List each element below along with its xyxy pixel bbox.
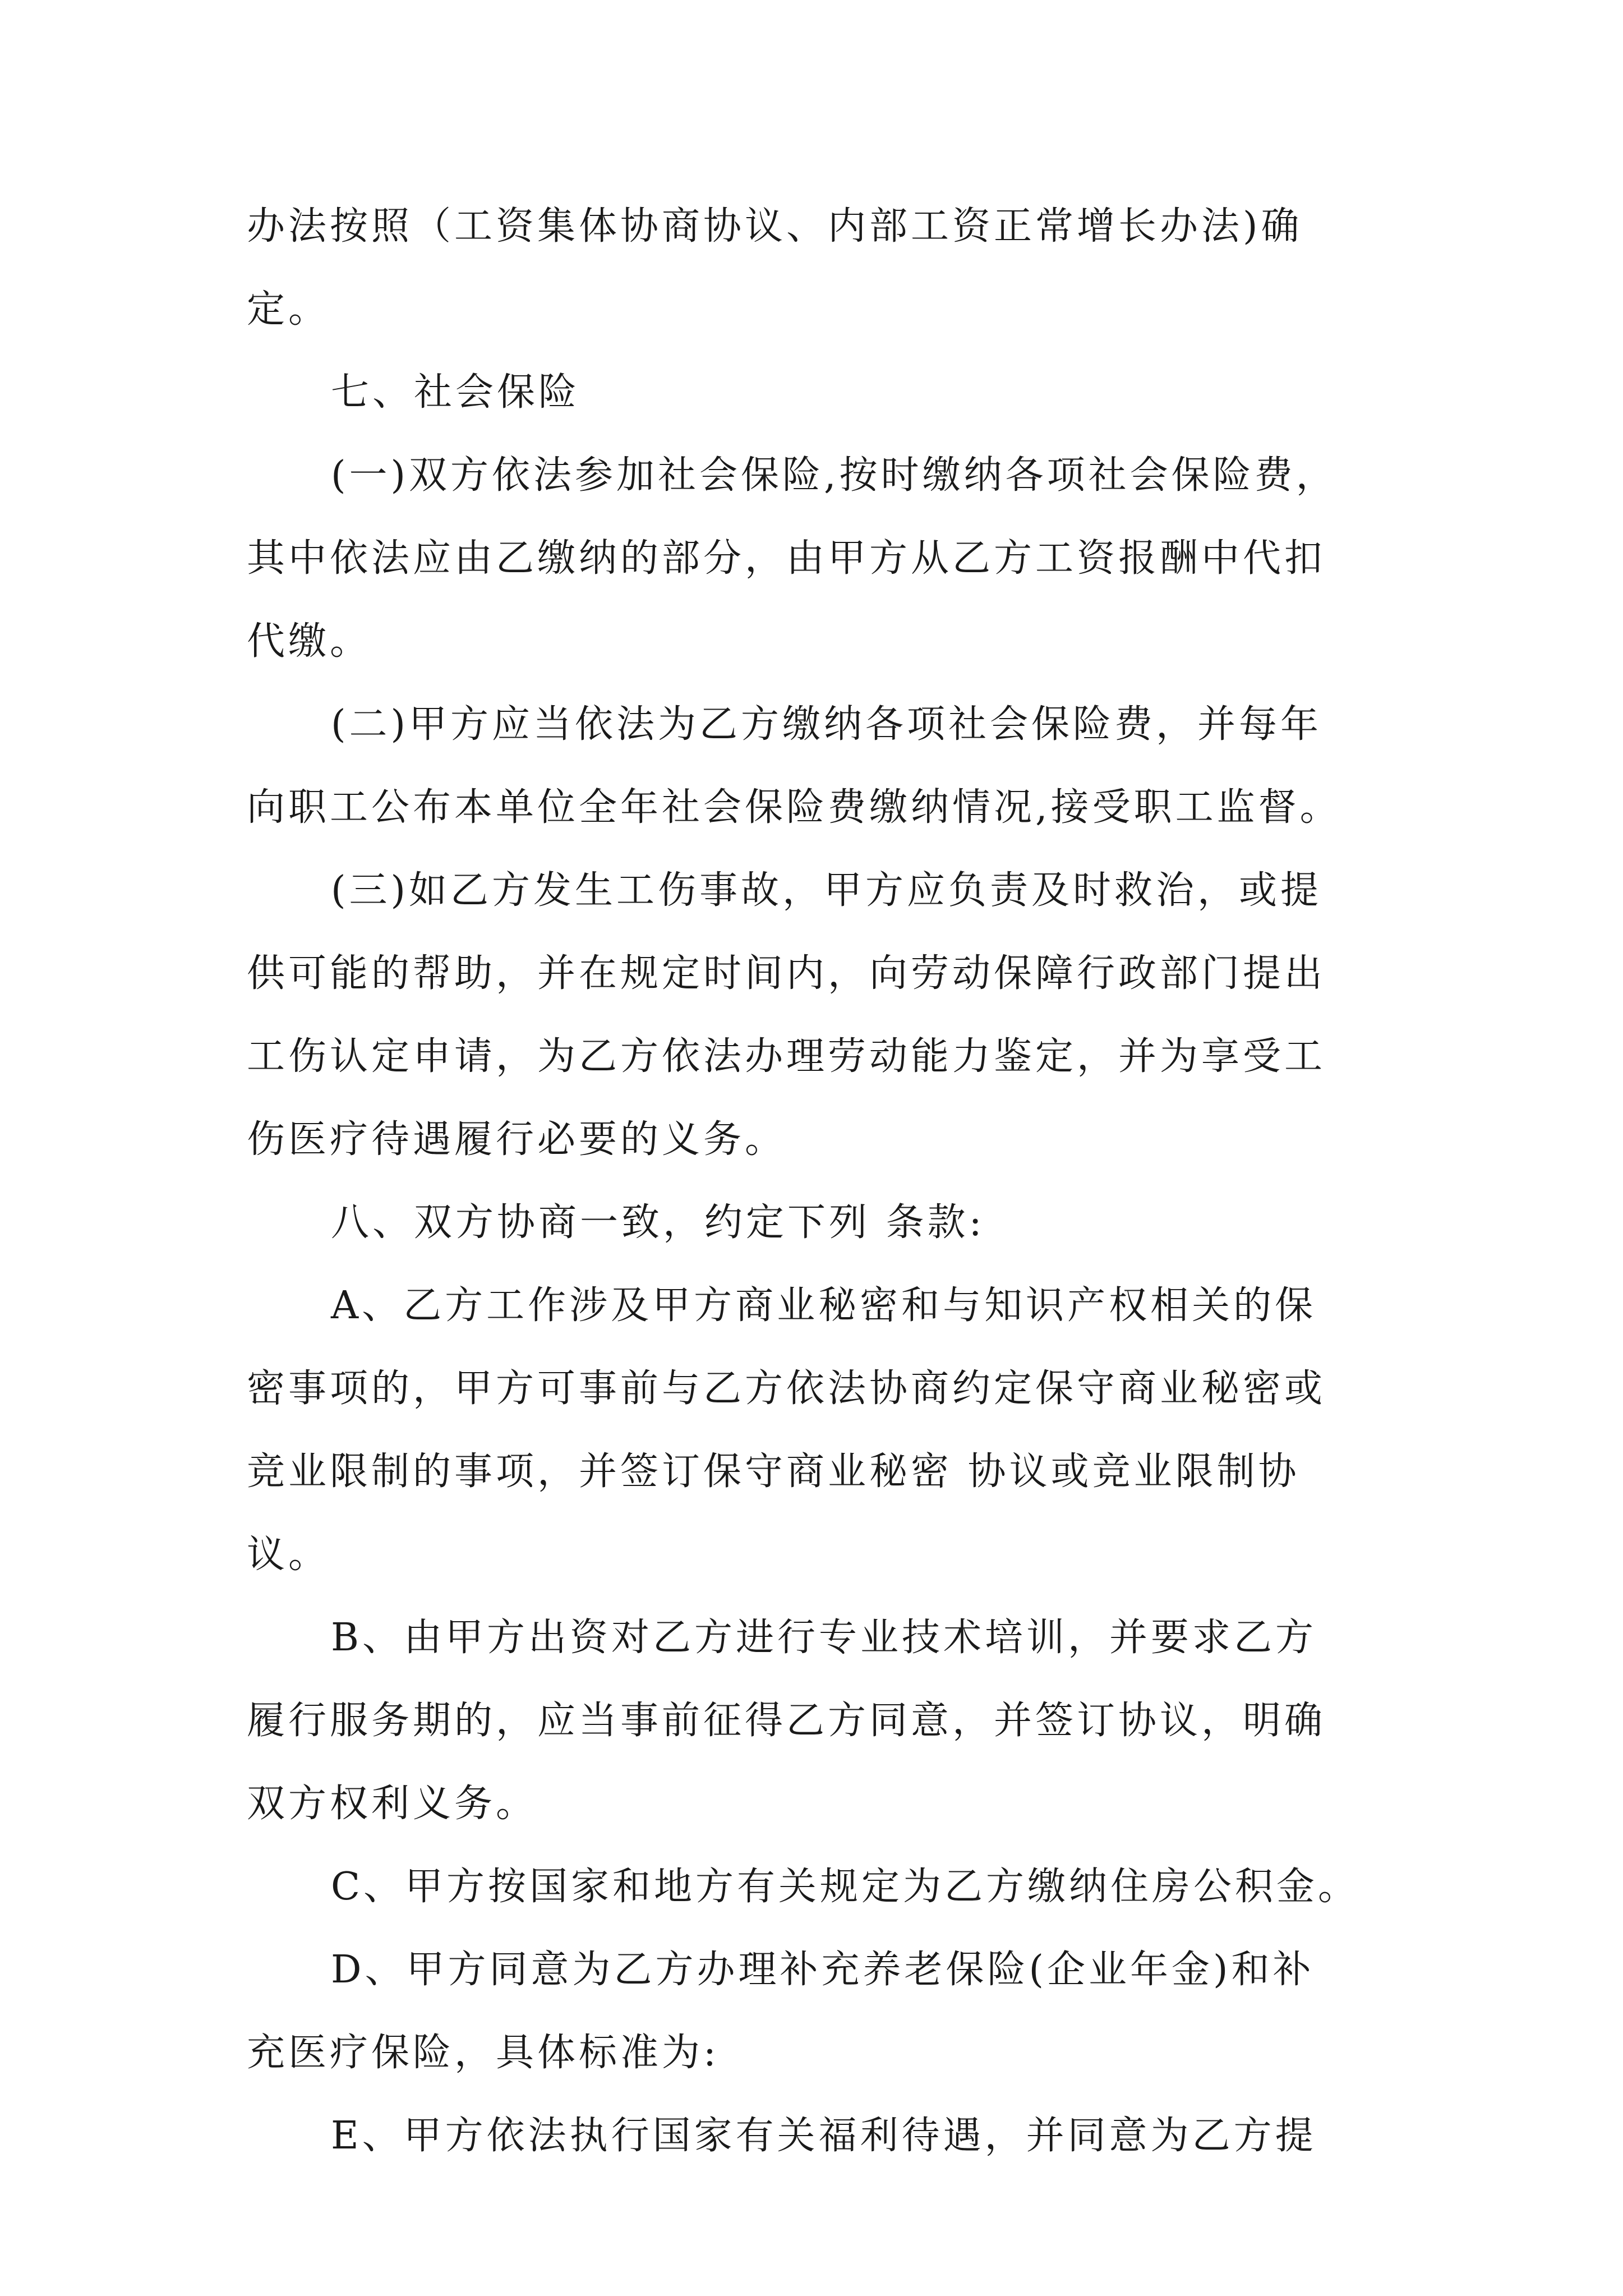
text-line-16: 竞业限制的事项，并签订保守商业秘密 协议或竞业限制协 xyxy=(247,1450,1300,1494)
section-heading-7: 七、社会保险 xyxy=(331,370,580,415)
text-line-2: 定。 xyxy=(247,287,330,332)
text-line-4: (一)双方依法参加社会保险,按时缴纳各项社会保险费， xyxy=(331,453,1338,498)
text-line-19: 履行服务期的，应当事前征得乙方同意，并签订协议，明确 xyxy=(247,1699,1326,1743)
text-line-10: 供可能的帮助，并在规定时间内，向劳动保障行政部门提出 xyxy=(247,951,1326,996)
text-line-12: 伤医疗待遇履行必要的义务。 xyxy=(247,1117,787,1162)
text-line-17: 议。 xyxy=(247,1533,330,1577)
text-line-15: 密事项的，甲方可事前与乙方依法协商约定保守商业秘密或 xyxy=(247,1366,1326,1411)
text-line-8: 向职工公布本单位全年社会保险费缴纳情况,接受职工监督。 xyxy=(247,785,1341,830)
document-body xyxy=(247,185,1391,2178)
section-heading-8: 八、双方协商一致，约定下列 条款: xyxy=(331,1200,985,1245)
text-line-7: (二)甲方应当依法为乙方缴纳各项社会保险费，并每年 xyxy=(331,702,1322,747)
text-line-9: (三)如乙方发生工伤事故，甲方应负责及时救治，或提 xyxy=(331,868,1322,913)
text-line-14: A、乙方工作涉及甲方商业秘密和与知识产权相关的保 xyxy=(331,1283,1317,1328)
text-line-21: C、甲方按国家和地方有关规定为乙方缴纳住房公积金。 xyxy=(331,1865,1360,1909)
text-line-11: 工伤认定申请，为乙方依法办理劳动能力鉴定，并为享受工 xyxy=(247,1034,1326,1079)
text-line-23: 充医疗保险，具体标准为: xyxy=(247,2031,720,2075)
text-line-6: 代缴。 xyxy=(247,619,372,664)
text-line-22: D、甲方同意为乙方办理补充养老保险(企业年金)和补 xyxy=(331,1948,1315,1992)
text-line-24: E、甲方依法执行国家有关福利待遇，并同意为乙方提 xyxy=(331,2114,1317,2158)
text-line-20: 双方权利义务。 xyxy=(247,1782,538,1826)
text-line-18: B、由甲方出资对乙方进行专业技术培训，并要求乙方 xyxy=(331,1616,1317,1660)
text-line-1: 办法按照（工资集体协商协议、内部工资正常增长办法)确 xyxy=(247,204,1303,249)
text-line-5: 其中依法应由乙缴纳的部分，由甲方从乙方工资报酬中代扣 xyxy=(247,536,1326,581)
